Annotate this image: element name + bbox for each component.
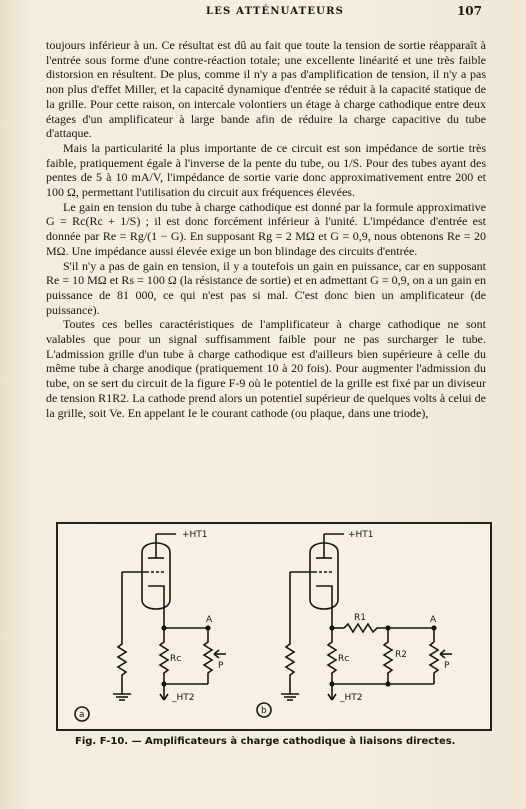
paragraph: Mais la particularité la plus importante de ce circuit est son impédance de sortie très faible, pratiquement égale à l'inverse de la pente du tube, ou 1/S. Pour des tubes ayant des pentes de 5 à 10 mA/V, l'impédance de sortie varie donc approximativement entre 200 et 100 Ω, permettant l'utilisation du circuit aux fréquences élevées. — [46, 140, 486, 200]
paragraph: S'il n'y a pas de gain en tension, il y a toutefois un gain en puissance, car en supposant Re = 10 MΩ et Rs = 100 Ω (la résistance de sortie) et en admettant G = 0,9, on a un gain en puissance de 81 000, ce qui n'est pas si mal. C'est donc bien un amplificateur (de puissance). — [46, 258, 486, 317]
paragraph: toujours inférieur à un. Ce résultat est dû au fait que toute la tension de sortie réapparaît à l'entrée sous forme d'une contre-réaction totale; une excellente linéarité et une très faible distorsion en résultent. De plus, comme il n'y a pas d'amplification de tension, il n'y a pas non plus d'effet Miller, et la capacité dynamique d'entrée se réduit à la capacité statique de la grille. Pour cette raison, on intercale volontiers un étage à charge cathodique entre deux étages d'un amplificateur à large bande afin de réduire la charge capacitive du tube d'attaque. — [46, 38, 486, 141]
label-r1: R1 — [354, 613, 366, 623]
label-ht2: _HT2 — [340, 693, 363, 703]
label-a: A — [206, 615, 213, 625]
paragraph: Toutes ces belles caractéristiques de l'amplificateur à charge cathodique ne sont valables que pour un signal suffisamment faible pour ne pas surcharger le tube. L'admission grille d'un tube à charge cathodique est d'ailleurs bien supérieure à celle du même tube à charge anodique (pratiquement 10 à 20 fois). Pour augmenter l'admission du tube, on se sert du circuit de la figure F-9 où le potentiel de la grille est fixé par un diviseur de tension R1R2. La cathode prend alors un potentiel supérieur de quelques volts à celui de la grille, soit Ve. En appelant Ie le courant cathode (ou plaque, dans une triode), — [46, 317, 486, 420]
body-text — [46, 38, 486, 420]
page-number: 107 — [456, 4, 482, 18]
label-ht1: +HT1 — [348, 530, 374, 540]
label-circuit-b: b — [261, 706, 267, 716]
label-ht2: _HT2 — [172, 693, 195, 703]
circuit-b — [257, 534, 452, 717]
label-ht1: +HT1 — [182, 530, 208, 540]
label-a: A — [430, 615, 437, 625]
schematic-diagram — [58, 524, 490, 729]
label-r2: R2 — [395, 650, 407, 660]
running-title: LES ATTÉNUATEURS — [206, 6, 344, 17]
circuit-a — [75, 534, 226, 721]
label-rc: Rc — [338, 654, 350, 664]
label-p: P — [444, 661, 450, 671]
figure-f10 — [56, 522, 492, 731]
label-rc: Rc — [170, 654, 182, 664]
label-circuit-a: a — [79, 710, 85, 720]
figure-caption: Fig. F-10. — Amplificateurs à charge cathodique à liaisons directes. — [75, 736, 456, 747]
paragraph: Le gain en tension du tube à charge cathodique est donné par la formule approximative G = Rc(Rc + 1/S) ; il est donc forcément inférieur à l'unité. L'impédance d'entrée est donnée par Re = Rg/(1 − G). En supposant Rg = 2 MΩ et G = 0,9, nous obtenons Re = 20 MΩ. Une impédance aussi élevée exige un bon blindage des circuits d'entrée. — [46, 199, 486, 258]
label-p: P — [218, 661, 224, 671]
